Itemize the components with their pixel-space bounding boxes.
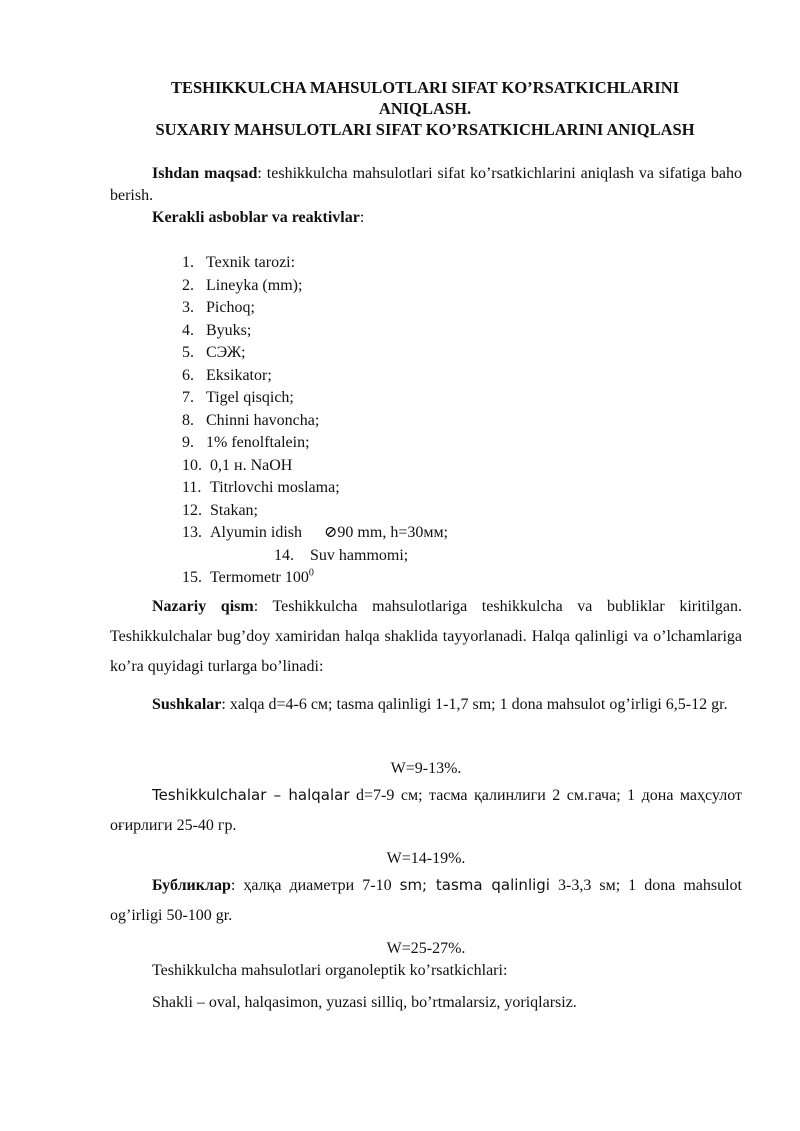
equipment-heading	[110, 207, 742, 229]
list-item	[182, 410, 448, 433]
list-number: 12.	[182, 501, 202, 519]
list-item	[182, 252, 448, 275]
list-text: Byuks;	[206, 321, 252, 339]
list-item	[182, 477, 448, 500]
list-item	[182, 455, 448, 478]
bublik-moisture: W=25-27%.	[386, 940, 466, 957]
page-title	[110, 77, 740, 140]
goal-label: Ishdan maqsad	[152, 165, 258, 182]
list-text: Alyumin idish	[210, 524, 303, 541]
list-text: СЭЖ;	[206, 344, 246, 361]
list-number: 11.	[182, 479, 202, 496]
list-item	[182, 567, 448, 590]
bublik-sans-text: sm; tasma qalinligi	[399, 876, 550, 894]
list-text: 1% fenolftalein;	[206, 434, 310, 451]
teshik-text: d=7-9 см; тасма қалинлиги 2 см.гача; 1 дона маҳсулот оғирлиги 25-40 гр.	[110, 787, 742, 834]
list-number: 2.	[182, 276, 194, 294]
list-item	[182, 522, 448, 545]
organoleptic-heading: Teshikkulcha mahsulotlari organoleptik ko’rsatkichlari:	[152, 962, 508, 979]
bublik-label: Бубликлар	[152, 877, 231, 894]
list-text: Chinni havoncha;	[206, 411, 320, 429]
sushkalar-text: : xalqa d=4-6 см; tasma qalinligi 1-1,7 sm; 1 dona mahsulot og’irligi 6,5-12 gr.	[221, 696, 728, 713]
list-text: Pichoq;	[206, 299, 255, 316]
title-line-1: TESHIKKULCHA MAHSULOTLARI SIFAT KO’RSATKICHLARINI	[170, 78, 680, 97]
list-text: Termometr 100	[210, 569, 309, 586]
equipment-suffix: :	[359, 209, 365, 226]
theory-label: Nazariy qism	[152, 598, 254, 615]
list-number: 7.	[182, 389, 194, 406]
equipment-label: Kerakli asboblar va reaktivlar	[152, 209, 360, 226]
sushkalar-paragraph	[110, 690, 742, 720]
list-number: 9.	[182, 434, 194, 451]
list-item	[182, 342, 448, 365]
theory-text: : Teshikkulcha mahsulotlariga teshikkulcha va bubliklar kiritilgan. Teshikkulchalar bug’doy xamiridan halqa shaklida tayyorlanadi. Halqa qalinligi va o’lchamlariga ko’ra quyidagi turlarga bo’linadi:	[110, 598, 742, 675]
list-number: 5.	[182, 344, 194, 361]
list-item	[182, 432, 448, 455]
teshik-moisture: W=14-19%.	[386, 850, 466, 867]
list-number: 14.	[274, 546, 294, 564]
list-number: 8.	[182, 411, 194, 429]
list-number: 13.	[182, 524, 202, 541]
list-text: Lineyka (mm);	[206, 276, 303, 294]
list-item	[182, 275, 448, 298]
superscript: 0	[308, 567, 314, 579]
sushkalar-label: Sushkalar	[152, 696, 222, 713]
goal-text: : teshikkulcha mahsulotlari sifat ko’rsatkichlarini aniqlash va sifatiga baho berish.	[110, 165, 742, 204]
bublik-text-2: 3-3,3 sм; 1 dona mahsulot og’irligi 50-100 gr.	[110, 877, 742, 924]
list-number: 4.	[182, 321, 194, 339]
sushkalar-moisture: W=9-13%.	[390, 760, 462, 777]
list-item	[182, 545, 448, 568]
list-number: 3.	[182, 299, 194, 316]
bublik-paragraph	[110, 870, 742, 931]
list-item	[182, 387, 448, 410]
title-line-3: SUXARIY MAHSULOTLARI SIFAT KO’RSATKICHLARINI ANIQLASH	[155, 120, 695, 139]
list-text: 0,1 н. NaOH	[210, 456, 293, 474]
list-text: Titrlovchi moslama;	[210, 479, 340, 496]
diameter-spec: ⊘90 mm, h=30мм;	[324, 524, 449, 541]
list-item	[182, 320, 448, 343]
theory-paragraph	[110, 592, 742, 682]
bublik-text-1: : ҳалқа диаметри 7-10	[230, 877, 400, 894]
shape-paragraph: Shakli – oval, halqasimon, yuzasi silliq, bo’rtmalarsiz, yoriqlarsiz.	[152, 994, 577, 1011]
list-text: Suv hammomi;	[310, 546, 409, 564]
teshik-paragraph	[110, 780, 742, 841]
list-item	[182, 500, 448, 523]
teshik-label: Teshikkulchalar – halqalar	[152, 786, 350, 804]
list-number: 6.	[182, 366, 194, 384]
list-text: Texnik tarozi:	[206, 254, 296, 271]
list-number: 1.	[182, 254, 194, 271]
goal-paragraph	[110, 163, 742, 207]
title-line-2: ANIQLASH.	[378, 99, 472, 118]
equipment-list	[182, 252, 448, 590]
list-number: 15.	[182, 569, 202, 586]
list-number: 10.	[182, 456, 202, 474]
list-text: Tigel qisqich;	[206, 389, 294, 406]
list-text: Stakan;	[210, 501, 258, 519]
list-item	[182, 297, 448, 320]
list-item	[182, 365, 448, 388]
list-text: Eksikator;	[206, 366, 272, 384]
